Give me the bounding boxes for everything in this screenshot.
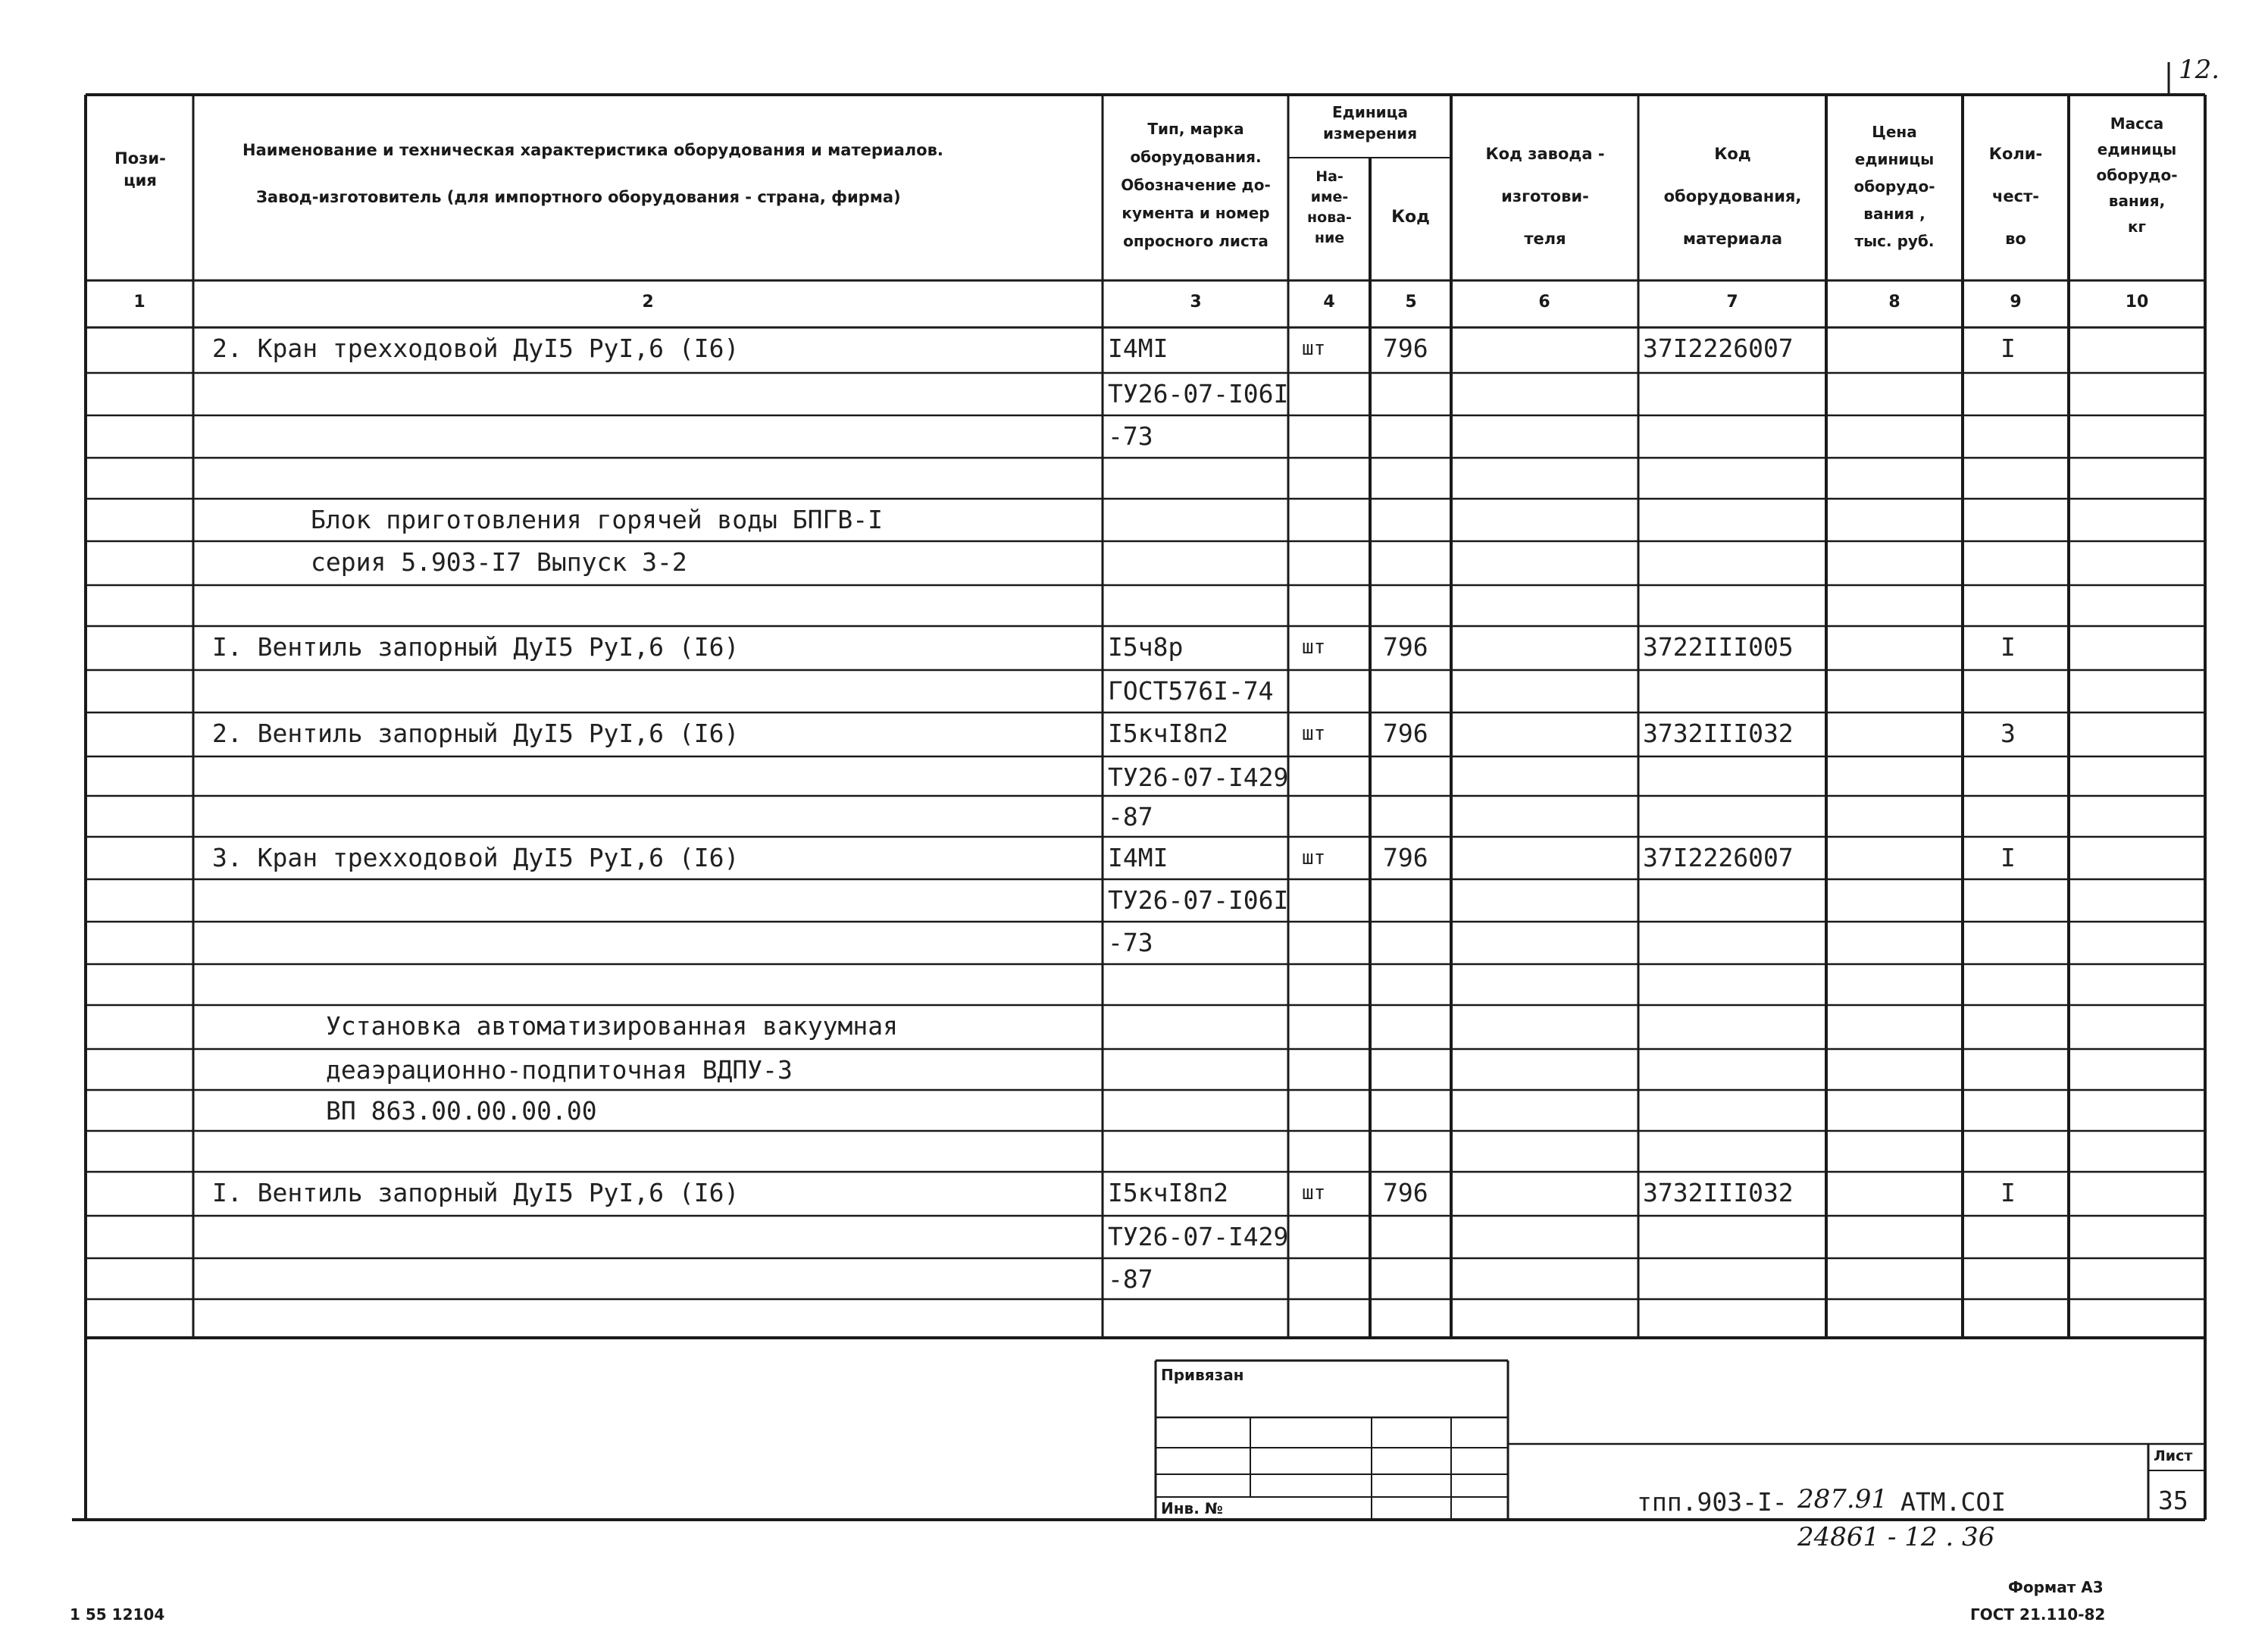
row-type: -73: [1108, 421, 1153, 451]
column-number: 9: [2010, 293, 2022, 312]
row-unit-code: 796: [1383, 632, 1428, 662]
column-number: 8: [1888, 293, 1900, 312]
header-type: Тип, марка оборудования. Обозначение до- кумента и номер опросного листа: [1121, 120, 1271, 250]
row-type: I5кчI8п2: [1108, 1178, 1228, 1207]
row-unit-code: 796: [1383, 719, 1428, 748]
row-name: 2. Кран трехходовой ДуI5 РуI,6 (I6): [212, 334, 740, 363]
column-number: 3: [1190, 293, 1202, 312]
row-type: ТУ26-07-I429: [1108, 1222, 1289, 1251]
row-equipment-code: 3722III005: [1643, 632, 1794, 662]
row-type: -87: [1108, 802, 1153, 831]
row-unit: шт: [1302, 636, 1326, 659]
row-name: 3. Кран трехходовой ДуI5 РуI,6 (I6): [212, 843, 740, 872]
row-unit: шт: [1302, 847, 1326, 869]
row-type: ТУ26-07-I06I: [1108, 379, 1289, 409]
header-unit-name: На- име- нова- ние: [1307, 168, 1352, 246]
row-equipment-code: 37I2226007: [1643, 334, 1794, 363]
row-name: I. Вентиль запорный ДуI5 РуI,6 (I6): [212, 1178, 740, 1207]
column-number: 7: [1726, 293, 1738, 312]
row-name: 2. Вентиль запорный ДуI5 РуI,6 (I6): [212, 719, 740, 748]
page-mark: 12.: [2179, 55, 2220, 85]
row-unit: шт: [1302, 722, 1326, 745]
header-manufacturer: Завод-изготовитель (для импортного оборудования - страна, фирма): [256, 188, 901, 206]
header-price: Цена единицы оборудо- вания , тыс. руб.: [1854, 123, 1935, 250]
row-name: деаэрационно-подпиточная ВДПУ-3: [326, 1055, 793, 1085]
stamp-list-label: Лист: [2154, 1448, 2193, 1464]
stamp-privyazan: Привязан: [1161, 1366, 1244, 1384]
print-code: 1 55 12104: [70, 1605, 165, 1624]
format-label: Формат А3: [2008, 1578, 2104, 1596]
row-name: серия 5.903-I7 Выпуск 3-2: [311, 547, 687, 577]
stamp-doc-code-hand: 287.91: [1797, 1484, 1888, 1514]
row-type: ТУ26-07-I429: [1108, 763, 1289, 792]
row-type: I5ч8р: [1108, 632, 1184, 662]
column-number: 10: [2125, 293, 2149, 312]
column-number: 2: [642, 293, 654, 312]
gost-label: ГОСТ 21.110-82: [1970, 1605, 2106, 1624]
column-number: 1: [133, 293, 145, 312]
header-mass: Масса единицы оборудо- вания, кг: [2096, 114, 2178, 236]
header-unit: Единица измерения: [1322, 103, 1418, 142]
row-unit-code: 796: [1383, 334, 1428, 363]
row-type: I4MI: [1108, 843, 1168, 872]
row-quantity: 3: [2001, 719, 2016, 748]
row-equipment-code: 3732III032: [1643, 1178, 1794, 1207]
row-equipment-code: 37I2226007: [1643, 843, 1794, 872]
row-quantity: I: [2001, 632, 2016, 662]
column-number: 5: [1405, 293, 1417, 312]
header-factory-code: Код завода - изготови- теля: [1485, 145, 1605, 248]
archive-number: 24861 - 12 . 36: [1797, 1522, 1995, 1552]
row-type: -87: [1108, 1264, 1153, 1294]
header-quantity: Коли- чест- во: [1988, 145, 2043, 248]
row-unit-code: 796: [1383, 843, 1428, 872]
row-name: Установка автоматизированная вакуумная: [326, 1011, 898, 1041]
stamp-doc-code-prefix: тпп.903-I-: [1637, 1487, 1788, 1517]
header-unit-code: Код: [1391, 208, 1430, 227]
row-unit: шт: [1302, 337, 1326, 360]
row-unit-code: 796: [1383, 1178, 1428, 1207]
row-quantity: I: [2001, 1178, 2016, 1207]
row-name: ВП 863.00.00.00.00: [326, 1096, 597, 1126]
row-quantity: I: [2001, 843, 2016, 872]
column-number: 6: [1538, 293, 1550, 312]
row-equipment-code: 3732III032: [1643, 719, 1794, 748]
column-number: 4: [1323, 293, 1335, 312]
row-name: Блок приготовления горячей воды БПГВ-I: [311, 505, 883, 534]
row-type: I4MI: [1108, 334, 1168, 363]
header-equipment-code: Код оборудования, материала: [1663, 145, 1802, 248]
row-quantity: I: [2001, 334, 2016, 363]
row-name: I. Вентиль запорный ДуI5 РуI,6 (I6): [212, 632, 740, 662]
row-type: ТУ26-07-I06I: [1108, 885, 1289, 915]
row-type: ГОСТ576I-74: [1108, 676, 1274, 706]
header-position: Пози- ция: [114, 149, 166, 189]
row-unit: шт: [1302, 1182, 1326, 1204]
stamp-inv-no: Инв. №: [1161, 1499, 1223, 1517]
header-name: Наименование и техническая характеристика оборудования и материалов.: [242, 141, 943, 159]
row-type: -73: [1108, 928, 1153, 957]
stamp-doc-code-suffix: АТМ.COI: [1900, 1487, 2007, 1517]
stamp-list-number: 35: [2158, 1486, 2188, 1515]
row-type: I5кчI8п2: [1108, 719, 1228, 748]
